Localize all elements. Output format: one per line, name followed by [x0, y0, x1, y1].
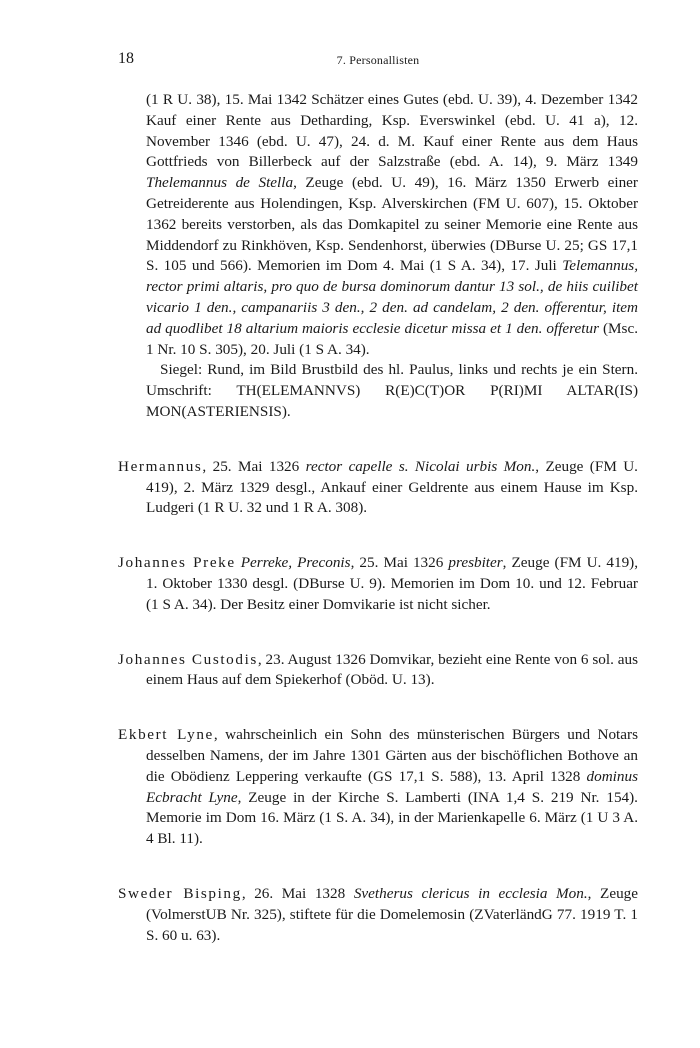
entry-hermannus	[118, 457, 638, 519]
person-name: Johannes Custodis	[118, 650, 258, 668]
text-run: (Msc. 1 Nr. 10 S. 305), 20. Juli (1 S A. 34).	[146, 319, 638, 358]
entry-johannes-custodis	[118, 650, 638, 692]
text-run: , 26. Mai 1328	[241, 884, 354, 902]
text-run: , Zeuge (ebd. U. 49), 16. März 1350 Erwerb einer Getreiderente aus Holendingen, Ksp. Alverskirchen (FM U. 607), 15. Oktober 1362 bereits verstorben, als das Domkapitel zu seiner Memorie eine Rente aus Middendorf zu Rinkhöven, Ksp. Sendenhorst, überwies (DBurse U. 25; GS 17,1 S. 105 und 566). Memorien im Dom 4. Mai (1 S A. 34), 17. Juli	[146, 174, 638, 275]
latin-quote: rector capelle s. Nicolai urbis Mon.	[305, 457, 536, 475]
latin-quote: Thelemannus de Stella	[146, 174, 294, 192]
entry-gap	[118, 519, 638, 553]
text-run: , 25. Mai 1326	[350, 554, 449, 572]
text-run: , Zeuge (FM U. 419), 1. Oktober 1330 desgl. (DBurse U. 9). Memorien im Dom 10. und 12. Februar (1 S A. 34). Der Besitz einer Domvikarie ist nicht sicher.	[146, 554, 639, 613]
entry-gap	[118, 691, 638, 725]
person-name: Hermannus	[118, 457, 203, 475]
entry-sweder-bisping	[118, 884, 638, 946]
running-title: 7. Personallisten	[336, 53, 420, 67]
entry-continuation	[118, 90, 638, 360]
person-name: Ekbert Lyne	[118, 726, 214, 744]
page-number: 18	[118, 50, 134, 67]
body-text	[118, 90, 638, 946]
latin-quote: Perreke, Preconis	[240, 554, 351, 572]
person-name: Sweder Bisping	[118, 884, 242, 902]
text-run: , 25. Mai 1326	[202, 457, 306, 475]
latin-quote: presbiter	[448, 554, 503, 572]
page-header	[118, 50, 638, 72]
latin-quote: dominus Ecbracht Lyne	[146, 767, 638, 806]
text-run: , Zeuge (FM U. 419), 2. März 1329 desgl., Ankauf einer Geldrente aus einem Hause im Ksp. Ludgeri (1 R U. 32 und 1 R A. 308).	[146, 457, 638, 517]
entry-gap	[118, 850, 638, 884]
text-run: , Zeuge in der Kirche S. Lamberti (INA 1,4 S. 219 Nr. 154). Memorie im Dom 16. März (1 S. A. 34), in der Marienkapelle 6. März (1 U 3 A. 4 Bl. 11).	[146, 788, 638, 848]
latin-quote: Telemannus, rector primi altaris, pro quo de bursa dominorum dantur 13 sol., de hiis cuilibet vicario 1 den., campanariis 3 den., 2 den. ad candelam, 2 den. offerentur, item ad quodlibet 18 altarium maioris ecclesie dicetur missa et 1 den. offeretur	[146, 257, 638, 337]
seal-description: Siegel: Rund, im Bild Brustbild des hl. Paulus, links und rechts je ein Stern. Umschrift: TH(ELEMANNVS) R(E)C(T)OR P(RI)MI ALTAR(IS) MON(ASTERIENSIS).	[146, 361, 638, 420]
entry-ekbert-lyne	[118, 725, 638, 850]
person-name: Johannes Preke	[118, 554, 236, 572]
text-run: , Zeuge (VolmerstUB Nr. 325), stiftete für die Domelemosin (ZVaterländG 77. 1919 T. 1 S. 60 u. 63).	[146, 884, 639, 944]
entry-johannes-preke	[118, 553, 638, 615]
text-run: (1 R U. 38), 15. Mai 1342 Schätzer eines Gutes (ebd. U. 39), 4. Dezember 1342 Kauf einer Rente aus Detharding, Ksp. Everswinkel (ebd. U. 41 a), 12. November 1346 (ebd. U. 47), 24. d. M. Kauf einer Rente aus dem Haus Gottfrieds von Billerbeck auf der Salzstraße (ebd. A. 14), 9. März 1349	[146, 91, 638, 171]
text-run: , 23. August 1326 Domvikar, bezieht eine Rente von 6 sol. aus einem Haus auf dem Spiekerhof (Oböd. U. 13).	[146, 650, 638, 689]
text-run: , wahrscheinlich ein Sohn des münsterischen Bürgers und Notars desselben Namens, der im Jahre 1301 Gärten aus der bischöflichen Bothove an die Obödienz Leppering verkaufte (GS 17,1 S. 588), 13. April 1328	[146, 726, 638, 785]
entry-gap	[118, 423, 638, 457]
latin-quote: Svetherus clericus in ecclesia Mon.	[353, 884, 588, 902]
entry-gap	[118, 616, 638, 650]
